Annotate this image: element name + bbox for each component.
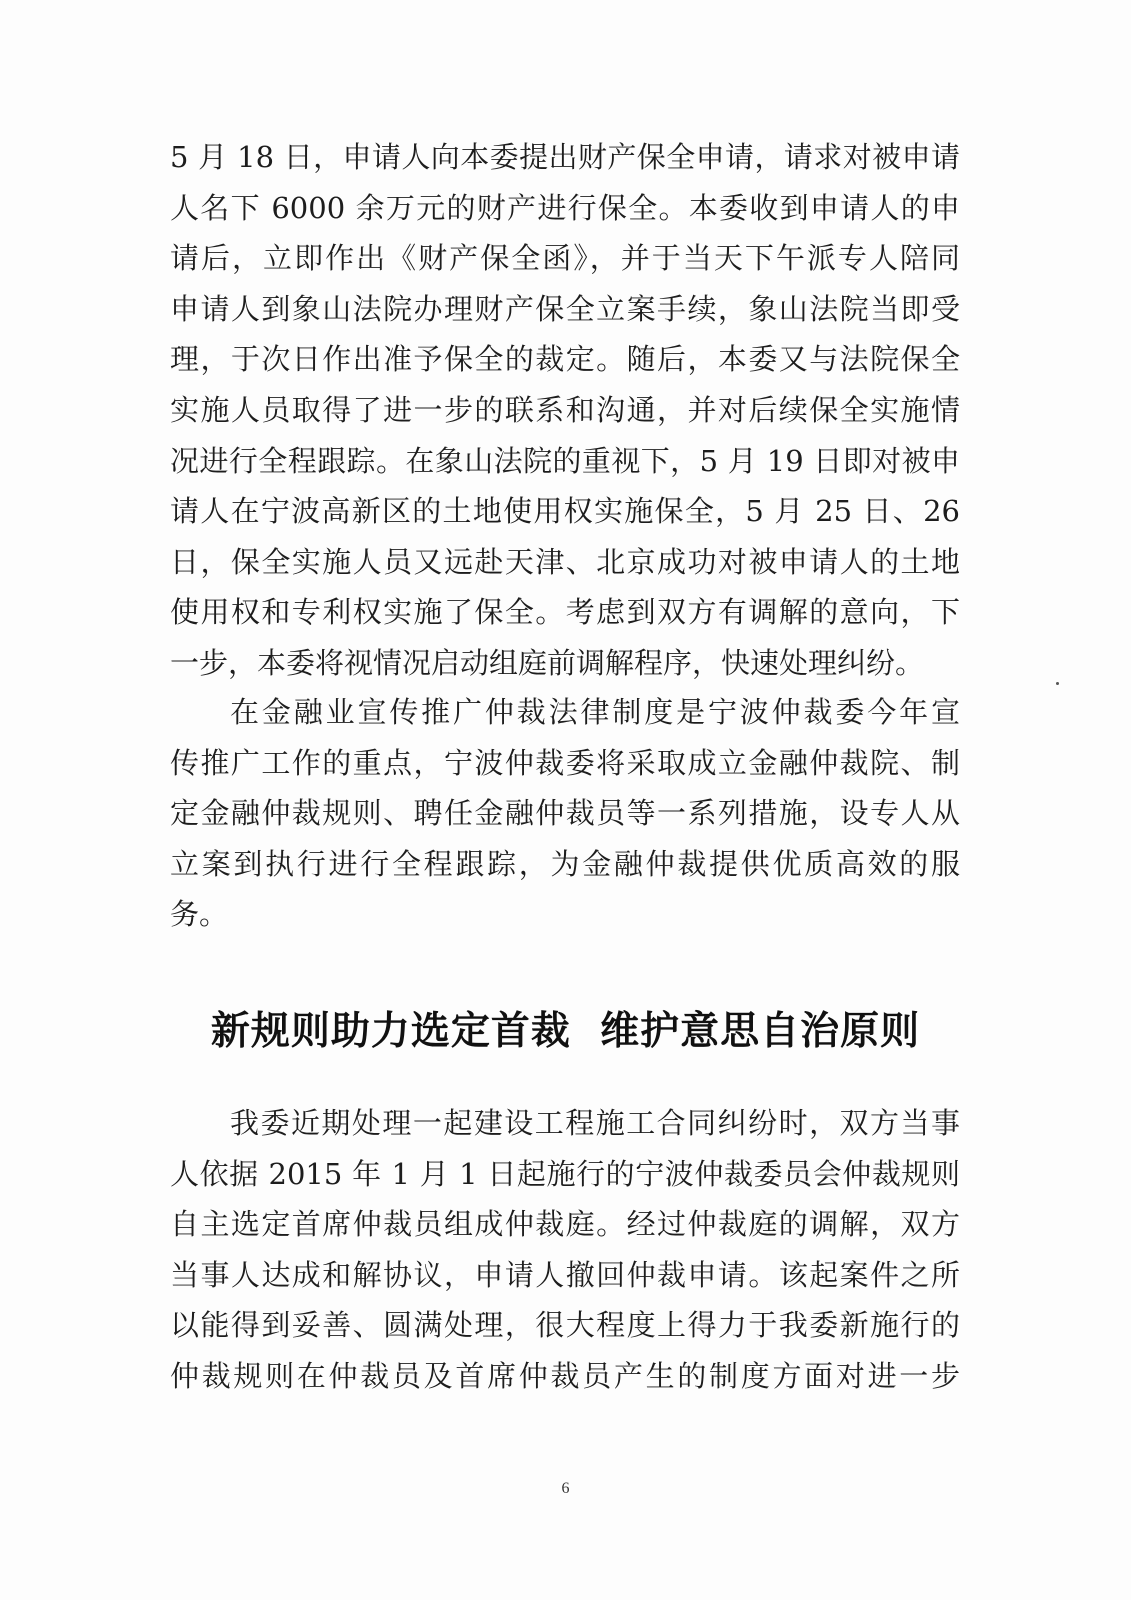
- text-line: 5 月 18 日，申请人向本委提出财产保全申请，请求对被申请: [170, 140, 960, 174]
- text-line: 自主选定首席仲裁员组成仲裁庭。经过仲裁庭的调解，双方: [170, 1207, 960, 1242]
- text-line: 立案到执行进行全程跟踪，为金融仲裁提供优质高效的服: [170, 846, 960, 881]
- text-line: 以能得到妥善、圆满处理，很大程度上得力于我委新施行的: [170, 1308, 960, 1343]
- text-line: 申请人到象山法院办理财产保全立案手续，象山法院当即受: [170, 291, 960, 326]
- text-line: 传推广工作的重点，宁波仲裁委将采取成立金融仲裁院、制: [170, 745, 960, 780]
- text-line: 实施人员取得了进一步的联系和沟通，并对后续保全实施情: [170, 392, 960, 427]
- text-line: 我委近期处理一起建设工程施工合同纠纷时，双方当事: [230, 1106, 960, 1140]
- text-line: 请后，立即作出《财产保全函》，并于当天下午派专人陪同: [170, 241, 960, 276]
- text-line: 务。: [170, 897, 229, 932]
- text-line: 在金融业宣传推广仲裁法律制度是宁波仲裁委今年宣: [230, 695, 960, 729]
- text-line: 日，保全实施人员又远赴天津、北京成功对被申请人的土地: [170, 544, 960, 579]
- text-line: 请人在宁波高新区的土地使用权实施保全，5 月 25 日、26: [170, 494, 960, 529]
- scan-speck: [1056, 682, 1059, 685]
- text-line: 人依据 2015 年 1 月 1 日起施行的宁波仲裁委员会仲裁规则: [170, 1156, 960, 1191]
- text-line: 人名下 6000 余万元的财产进行保全。本委收到申请人的申: [170, 190, 960, 225]
- text-line: 使用权和专利权实施了保全。考虑到双方有调解的意向，下: [170, 595, 960, 630]
- text-line: 一步，本委将视情况启动组庭前调解程序，快速处理纠纷。: [170, 645, 925, 680]
- page-number: 6: [561, 1480, 570, 1497]
- paragraph-new-rules: [170, 1098, 960, 1402]
- paragraph-financial-promotion: [170, 687, 960, 940]
- text-line: 况进行全程跟踪。在象山法院的重视下，5 月 19 日即对被申: [170, 443, 960, 478]
- text-line: 当事人达成和解协议，申请人撤回仲裁申请。该起案件之所: [170, 1257, 960, 1292]
- text-line: 理，于次日作出准予保全的裁定。随后，本委又与法院保全: [170, 342, 960, 377]
- text-line: 仲裁规则在仲裁员及首席仲裁员产生的制度方面对进一步: [170, 1358, 960, 1393]
- text-line: 定金融仲裁规则、聘任金融仲裁员等一系列措施，设专人从: [170, 796, 960, 831]
- paragraph-continuation: [170, 132, 960, 689]
- section-heading: 新规则助力选定首裁 维护意思自治原则: [210, 1009, 921, 1054]
